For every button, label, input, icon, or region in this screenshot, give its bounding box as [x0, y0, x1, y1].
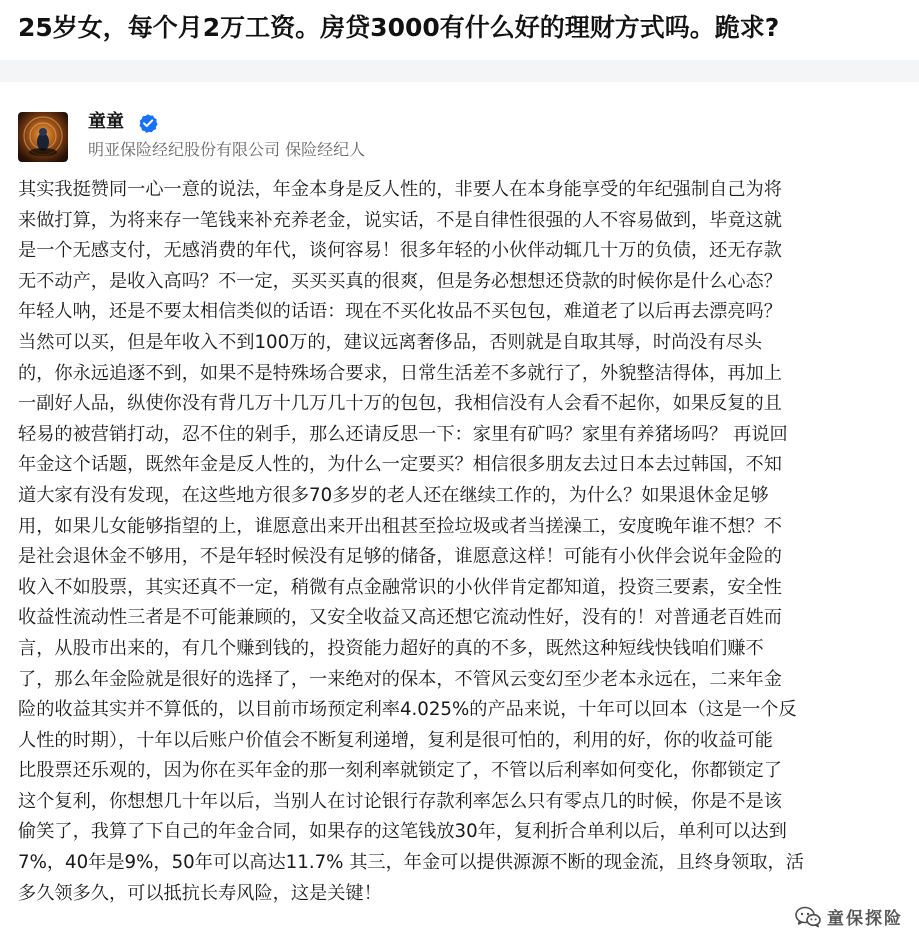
- answer-line: 当然可以买，但是年收入不到100万的，建议远离奢侈品，否则就是自取其辱，时尚没有尽头: [18, 331, 763, 353]
- watermark: [795, 904, 903, 929]
- answer-line: 多久领多久，可以抵抗长寿风险，这是关键！: [18, 882, 382, 904]
- author-bio: 明亚保险经纪股份有限公司 保险经纪人: [88, 140, 366, 159]
- answer-body: [18, 175, 898, 909]
- question-header: [0, 0, 919, 60]
- answer-line: 是社会退休金不够用，不是年轻时候没有足够的储备，谁愿意这样！可能有小伙伴会说年金险的: [18, 546, 782, 568]
- answer-line: 是一个无感支付，无感消费的年代，谈何容易！很多年轻的小伙伴动辄几十万的负债，还无存款: [18, 240, 782, 262]
- answer-line: 道大家有没有发现，在这些地方很多70多岁的老人还在继续工作的，为什么？如果退休金足够: [18, 484, 769, 506]
- answer-line: 言，从股市出来的，有几个赚到钱的，投资能力超好的真的不多，既然这种短线快钱咱们赚不: [18, 637, 764, 659]
- answer-line: 7%，40年是9%，50年可以高达11.7% 其三，年金可以提供源源不断的现金流，且终身领取，活: [18, 852, 804, 874]
- answer-line: 了，那么年金险就是很好的选择了，一来绝对的保本，不管风云变幻至少老本永远在，二来年金: [18, 668, 782, 690]
- answer-line: 偷笑了，我算了下自己的年金合同，如果存的这笔钱放30年，复利折合单利以后，单利可以达到: [18, 821, 787, 843]
- answer-line: 的，你永远追逐不到，如果不是特殊场合要求，日常生活差不多就行了，外貌整洁得体，再加上: [18, 362, 782, 384]
- section-separator: [0, 60, 919, 82]
- wechat-icon: [795, 906, 821, 928]
- answer-line: 用，如果儿女能够指望的上，谁愿意出来开出租甚至捡垃圾或者当搓澡工，安度晚年谁不想？不: [18, 515, 782, 537]
- question-title[interactable]: 25岁女，每个月2万工资。房贷3000有什么好的理财方式吗。跪求?: [18, 13, 780, 42]
- answer-card: [0, 82, 919, 937]
- answer-line: 收益性流动性三者是不可能兼顾的，又安全收益又高还想它流动性好，没有的！对普通老百姓而: [18, 607, 782, 629]
- answer-line: 年轻人呐，还是不要太相信类似的话语：现在不买化妆品不买包包，难道老了以后再去漂亮吗？: [18, 301, 782, 323]
- answer-line: 无不动产，是收入高吗？不一定，买买买真的很爽，但是务必想想还贷款的时候你是什么心态？: [18, 270, 782, 292]
- author-avatar[interactable]: [18, 112, 68, 162]
- answer-line: 收入不如股票，其实还真不一定，稍微有点金融常识的小伙伴肯定都知道，投资三要素，安全性: [18, 576, 782, 598]
- answer-line: 年金这个话题，既然年金是反人性的，为什么一定要买？相信很多朋友去过日本去过韩国，不知: [18, 454, 782, 476]
- answer-line: 比股票还乐观的，因为你在买年金的那一刻利率就锁定了，不管以后利率如何变化，你都锁定了: [18, 760, 782, 782]
- answer-line: 轻易的被营销打动，忍不住的剁手，那么还请反思一下：家里有矿吗？家里有养猪场吗？ 再说回: [18, 423, 788, 445]
- answer-line: 其实我挺赞同一心一意的说法，年金本身是反人性的，非要人在本身能享受的年纪强制自己为将: [18, 179, 782, 200]
- answer-line: 险的收益其实并不算低的，以目前市场预定利率4.025%的产品来说，十年可以回本（这是一个反: [18, 699, 797, 721]
- answer-line: 人性的时期），十年以后账户价值会不断复利递增，复利是很可怕的，利用的好，你的收益可能: [18, 729, 773, 751]
- watermark-text: 童保探险: [827, 909, 903, 929]
- author-name[interactable]: 童童: [88, 111, 124, 132]
- answer-line: 一副好人品，纵使你没有背几万十几万几十万的包包，我相信没有人会看不起你，如果反复的且: [18, 393, 782, 415]
- verified-badge-icon: [138, 113, 158, 133]
- answer-line: 来做打算，为将来存一笔钱来补充养老金，说实话，不是自律性很强的人不容易做到，毕竟这就: [18, 209, 782, 231]
- answer-line: 这个复利，你想想几十年以后，当别人在讨论银行存款利率怎么只有零点几的时候，你是不是该: [18, 790, 782, 812]
- avatar-image: [18, 112, 68, 162]
